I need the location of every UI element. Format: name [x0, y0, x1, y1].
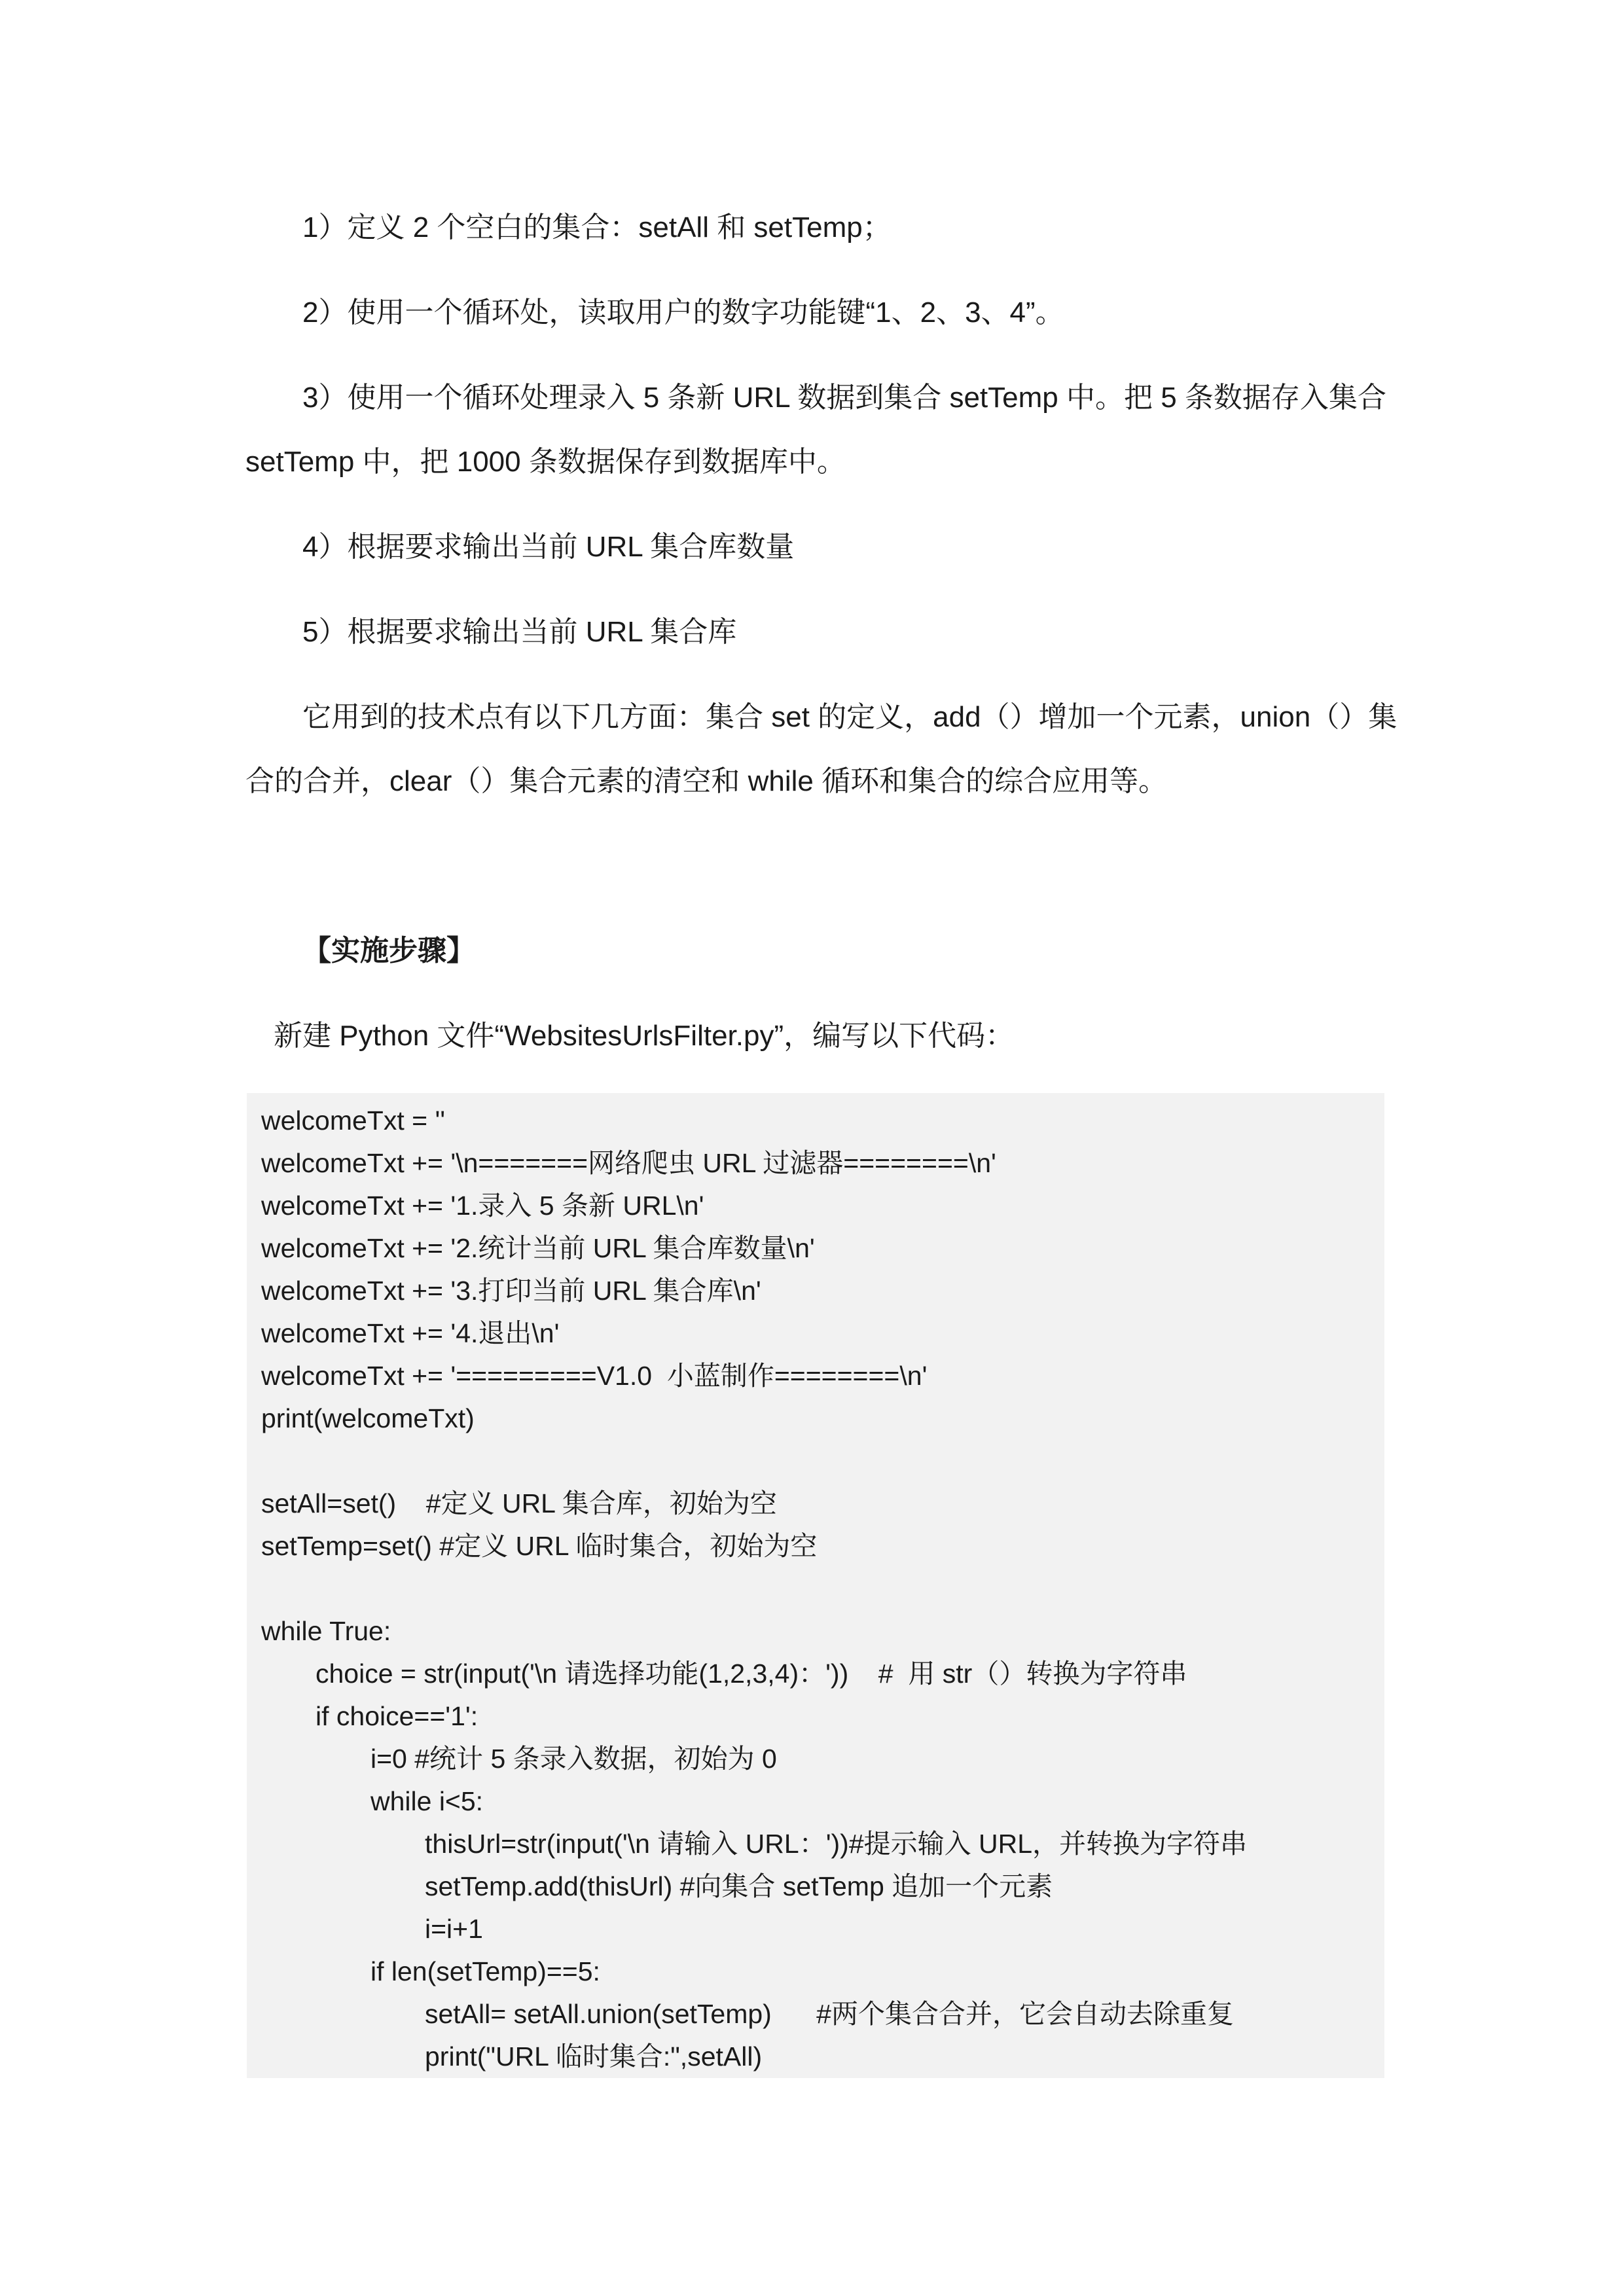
- paragraph-step-3-continued: setTemp 中，把 1000 条数据保存到数据库中。: [245, 446, 846, 478]
- code-line: welcomeTxt = '': [261, 1105, 446, 1136]
- code-line: while True:: [261, 1616, 391, 1646]
- code-line: print(welcomeTxt): [261, 1403, 475, 1433]
- paragraph-step-4: 4）根据要求输出当前 URL 集合库数量: [302, 531, 795, 563]
- code-line: setTemp=set() #定义 URL 临时集合，初始为空: [261, 1531, 818, 1561]
- code-line: while i<5:: [370, 1786, 484, 1816]
- paragraph-tech-points: 它用到的技术点有以下几方面：集合 set 的定义，add（）增加一个元素，union（）集: [302, 701, 1398, 733]
- code-line: welcomeTxt += '\n=======网络爬虫 URL 过滤器========\n': [261, 1148, 996, 1178]
- code-line: setAll=set() #定义 URL 集合库，初始为空: [261, 1488, 777, 1518]
- paragraph-tech-points-continued: 合的合并，clear（）集合元素的清空和 while 循环和集合的综合应用等。: [245, 765, 1168, 797]
- code-line: welcomeTxt += '=========V1.0 小蓝制作========\n': [261, 1361, 928, 1391]
- code-line: print("URL 临时集合:",setAll): [425, 2041, 763, 2072]
- code-line: thisUrl=str(input('\n 请输入 URL：'))#提示输入 URL，并转换为字符串: [425, 1829, 1248, 1859]
- code-line: if len(setTemp)==5:: [370, 1956, 600, 1986]
- paragraph-step-1: 1）定义 2 个空白的集合：setAll 和 setTemp；: [302, 211, 892, 243]
- code-block: [247, 1093, 1384, 2078]
- code-line: setAll= setAll.union(setTemp) #两个集合合并，它会自动去除重复: [425, 1999, 1234, 2029]
- code-line: welcomeTxt += '1.录入 5 条新 URL\n': [261, 1191, 704, 1221]
- code-line: choice = str(input('\n 请选择功能(1,2,3,4)：')) # 用 str（）转换为字符串: [316, 1659, 1187, 1689]
- code-line: setTemp.add(thisUrl) #向集合 setTemp 追加一个元素: [425, 1871, 1053, 1901]
- code-line: i=0 #统计 5 条录入数据，初始为 0: [370, 1744, 777, 1774]
- intro-line: 新建 Python 文件“WebsitesUrlsFilter.py”，编写以下代码：: [274, 1020, 1015, 1052]
- code-line: if choice=='1':: [316, 1701, 478, 1731]
- paragraph-step-2: 2）使用一个循环处，读取用户的数字功能键“1、2、3、4”。: [302, 296, 1064, 329]
- code-line: welcomeTxt += '2.统计当前 URL 集合库数量\n': [261, 1233, 815, 1263]
- code-line: welcomeTxt += '4.退出\n': [261, 1318, 560, 1348]
- code-line: i=i+1: [425, 1914, 483, 1944]
- section-heading: 【实施步骤】: [302, 935, 475, 967]
- paragraph-step-3: 3）使用一个循环处理录入 5 条新 URL 数据到集合 setTemp 中。把 5 条数据存入集合: [302, 382, 1386, 414]
- code-line: welcomeTxt += '3.打印当前 URL 集合库\n': [261, 1276, 761, 1306]
- paragraph-step-5: 5）根据要求输出当前 URL 集合库: [302, 616, 737, 648]
